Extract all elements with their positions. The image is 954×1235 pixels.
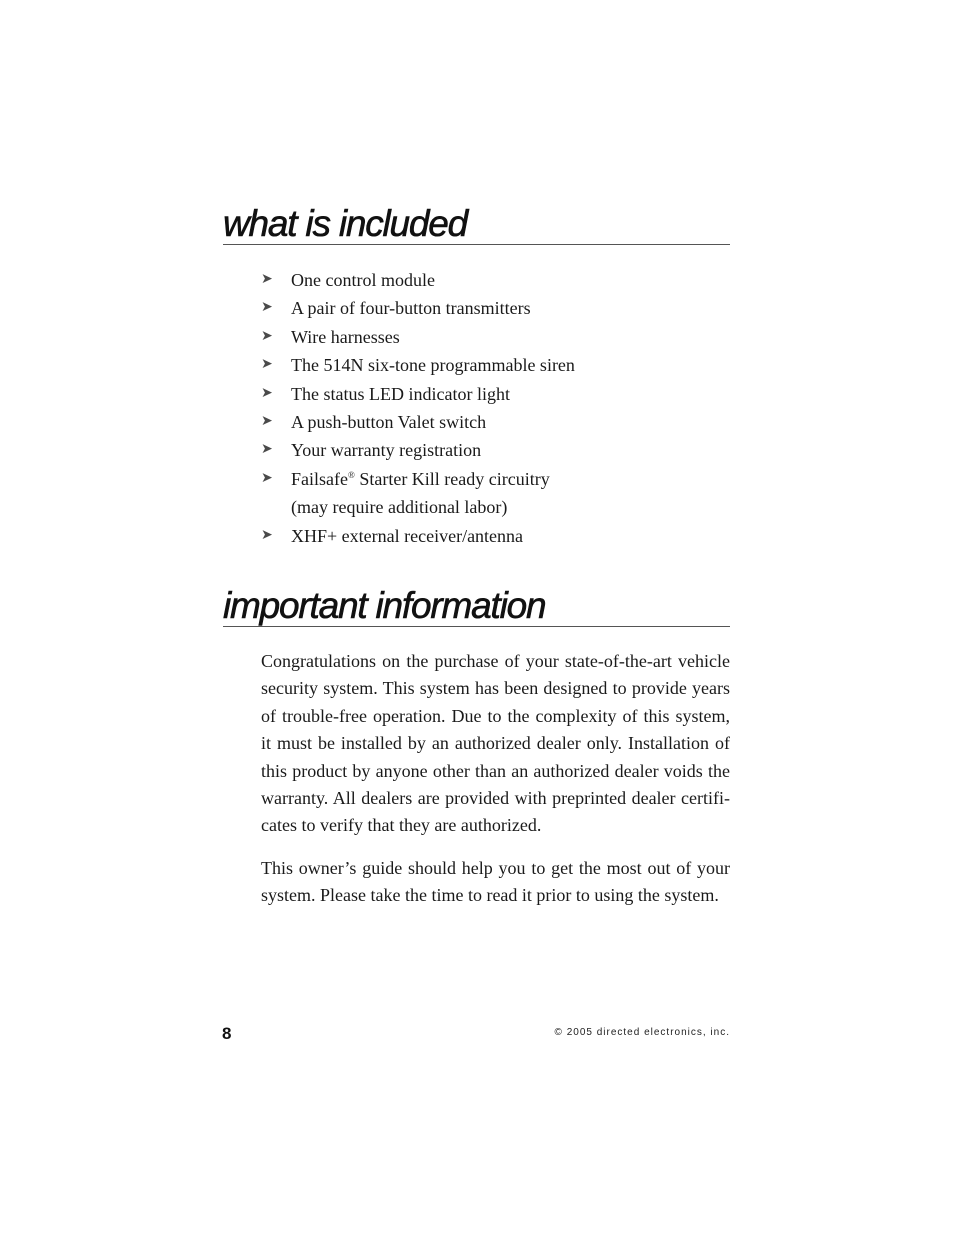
arrow-bullet-icon: ➤: [261, 442, 273, 458]
section-important-information: [223, 587, 730, 910]
arrow-bullet-icon: ➤: [261, 527, 273, 543]
list-item: [223, 323, 730, 351]
list-item: [223, 465, 730, 522]
list-item: [223, 436, 730, 464]
list-item-text: One control module: [291, 270, 435, 290]
list-item-text: A push-button Valet switch: [291, 412, 487, 433]
arrow-bullet-icon: ➤: [261, 357, 273, 373]
page-number: 8: [222, 1024, 232, 1043]
list-item: [223, 408, 730, 436]
list-item: [223, 351, 730, 379]
arrow-bullet-icon: ➤: [261, 470, 273, 486]
list-item-text: Wire harnesses: [291, 326, 400, 347]
list-item-text: [291, 469, 550, 489]
paragraph: This owner’s guide should help you to get the most out of your system. Please take the time to read it prior to using the system.: [261, 857, 730, 906]
brand-name: Failsafe: [291, 468, 348, 489]
list-item: [223, 266, 730, 294]
arrow-bullet-icon: ➤: [261, 328, 273, 344]
list-item: [223, 294, 730, 322]
list-item-text: A pair of four-button transmitters: [291, 298, 531, 319]
list-item-text-rest: Starter Kill ready circuitry: [354, 468, 550, 489]
registered-mark: ®: [347, 469, 355, 480]
section-what-is-included: [223, 205, 730, 550]
included-items-list: [223, 266, 730, 550]
paragraph: Congratulations on the purchase of your state-of-the-art vehicle security system. This system has been designed to provide years of trouble-free operation. Due to the complexity of this system, it must be installed by an authorized dealer only. Installation of this product by anyone other than an authorized dealer voids the warranty. All dealers are provided with preprinted dealer certifi-cates to verify that they are authorized.: [261, 651, 730, 836]
list-item: [223, 380, 730, 408]
arrow-bullet-icon: ➤: [261, 300, 273, 316]
arrow-bullet-icon: ➤: [261, 385, 273, 401]
list-item-continuation: (may require additional labor): [291, 497, 508, 518]
copyright-notice: © 2005 directed electronics, inc.: [554, 1027, 730, 1038]
list-item: [223, 522, 730, 550]
arrow-bullet-icon: ➤: [261, 272, 273, 287]
section-title-what-is-included: what is included: [223, 205, 730, 245]
section-title-important-information: important information: [223, 587, 730, 627]
list-item-text: The status LED indicator light: [291, 383, 510, 404]
important-information-body: [223, 648, 730, 910]
list-item-text: XHF+ external receiver/antenna: [291, 525, 524, 546]
list-item-text: The 514N six-tone programmable siren: [291, 355, 575, 376]
list-item-text: Your warranty registration: [291, 440, 482, 461]
arrow-bullet-icon: ➤: [261, 414, 273, 430]
